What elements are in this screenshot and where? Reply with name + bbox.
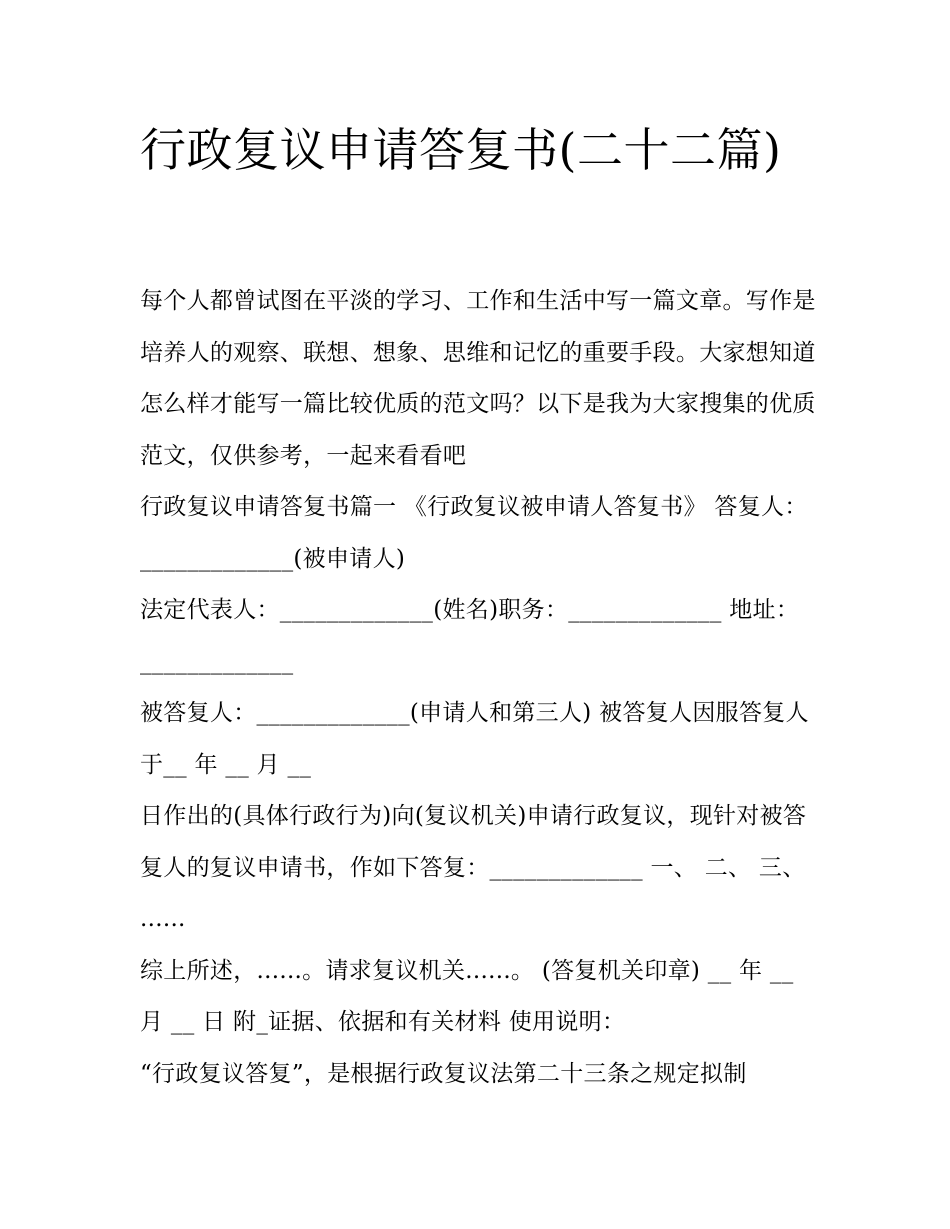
section-one-heading-paragraph: 行政复议申请答复书篇一 《行政复议被申请人答复书》 答复人：_____________(被申请人) — [140, 494, 808, 572]
reply-content-paragraph: 日作出的(具体行政行为)向(复议机关)申请行政复议，现针对被答复人的复议申请书，作如下答复：_____________ 一、 二、 三、 ...... — [140, 803, 807, 932]
document-title: 行政复议申请答复书(二十二篇) — [140, 123, 782, 177]
document-body — [140, 276, 820, 1100]
conclusion-paragraph: 综上所述，......。请求复议机关......。 (答复机关印章) __ 年 __ 月 __ 日 附_证据、依据和有关材料 使用说明： — [140, 957, 794, 1035]
respondent-paragraph: 被答复人：_____________(申请人和第三人) 被答复人因服答复人于__ 年 __ 月 __ — [140, 700, 809, 778]
usage-note-paragraph: “行政复议答复”，是根据行政复议法第二十三条之规定拟制 — [140, 1060, 747, 1087]
intro-paragraph: 每个人都曾试图在平淡的学习、工作和生活中写一篇文章。写作是培养人的观察、联想、想象、思维和记忆的重要手段。大家想知道怎么样才能写一篇比较优质的范文吗？以下是我为大家搜集的优质范文，仅供参考，一起来看看吧 — [140, 288, 816, 469]
legal-representative-paragraph: 法定代表人：_____________(姓名)职务：_____________ 地址：_____________ — [140, 597, 800, 675]
